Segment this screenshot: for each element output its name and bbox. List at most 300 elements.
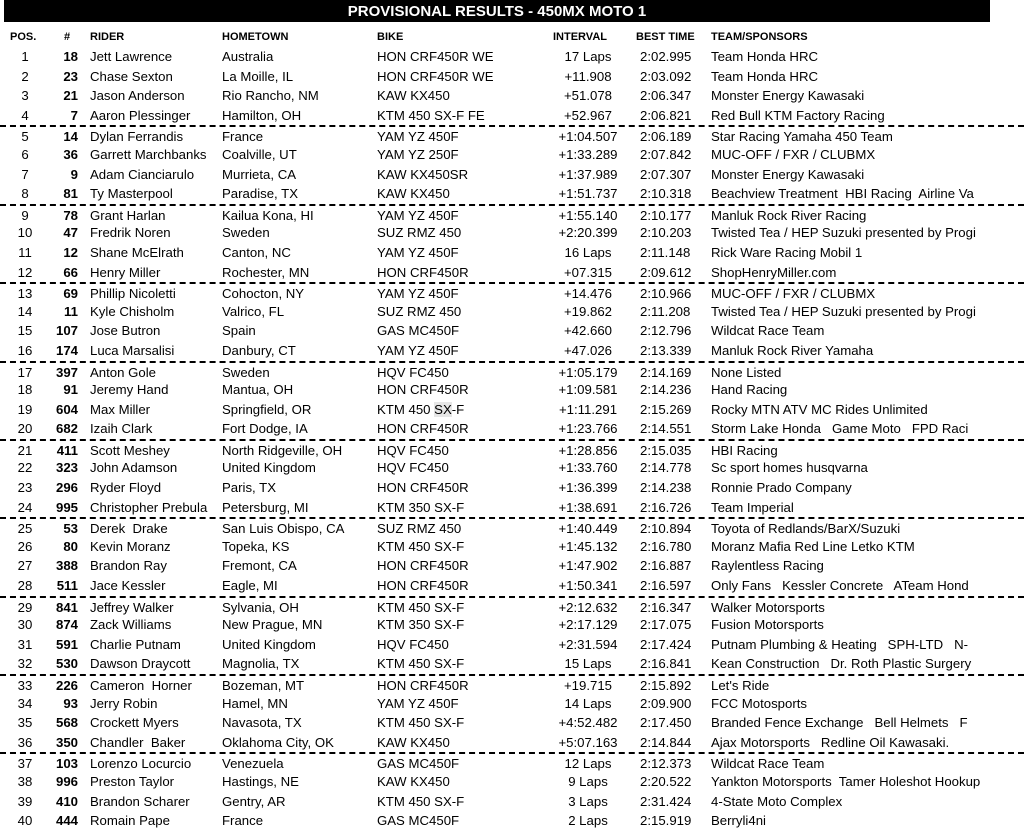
cell-bike: KTM 450 SX-F <box>377 715 465 731</box>
cell-pos: 3 <box>21 88 29 104</box>
cell-pos: 12 <box>17 264 33 280</box>
table-row <box>0 106 1024 126</box>
cell-pos: 21 <box>17 442 33 458</box>
cell-pos: 14 <box>17 303 33 319</box>
cell-team: Only Fans Kessler Concrete ATeam Hond <box>711 579 969 594</box>
cell-hometown: Rochester, MN <box>222 264 310 280</box>
cell-interval: +1:11.291 <box>558 401 618 417</box>
cell-rider: Fredrik Noren <box>90 225 171 241</box>
cell-best-time: 2:09.900 <box>640 695 692 711</box>
cell-best-time: 2:10.318 <box>640 186 692 202</box>
cell-pos: 31 <box>17 636 33 652</box>
cell-number: 18 <box>63 49 78 64</box>
cell-best-time: 2:13.339 <box>640 342 692 358</box>
cell-number: 11 <box>64 303 78 319</box>
cell-rider: Anton Gole <box>90 364 156 380</box>
cell-pos: 29 <box>17 599 33 615</box>
cell-pos: 24 <box>17 499 33 515</box>
table-row <box>0 811 1024 828</box>
header-interval: INTERVAL <box>553 31 607 43</box>
cell-hometown: Bozeman, MT <box>222 678 305 693</box>
cell-rider: Luca Marsalisi <box>90 342 175 358</box>
cell-hometown: Murrieta, CA <box>222 166 297 182</box>
table-row <box>0 458 1024 478</box>
cell-hometown: Australia <box>222 49 274 64</box>
cell-team: Wildcat Race Team <box>711 324 825 339</box>
cell-interval: +1:47.902 <box>558 558 618 574</box>
cell-number: 397 <box>55 364 78 380</box>
cell-hometown: Hastings, NE <box>222 773 299 789</box>
table-row <box>0 694 1024 714</box>
cell-number: 7 <box>70 107 78 123</box>
table-row <box>0 361 1024 381</box>
cell-number: 995 <box>55 499 78 515</box>
table-row <box>0 556 1024 576</box>
cell-hometown: Gentry, AR <box>222 793 286 809</box>
cell-bike: KTM 450 SX-F <box>377 538 465 554</box>
cell-rider: Jerry Robin <box>90 695 158 711</box>
cell-number: 23 <box>63 68 78 84</box>
cell-bike: HON CRF450R <box>377 421 469 437</box>
cell-team: Rocky MTN ATV MC Rides Unlimited <box>711 402 928 417</box>
cell-interval: +1:04.507 <box>558 129 618 145</box>
cell-team: Twisted Tea / HEP Suzuki presented by Progi <box>711 304 976 319</box>
cell-interval: +4:52.482 <box>558 715 618 731</box>
cell-rider: Brandon Scharer <box>90 793 190 809</box>
cell-rider: Chandler Baker <box>90 734 186 750</box>
table-row <box>0 752 1024 772</box>
cell-team: Manluk Rock River Racing <box>711 208 867 223</box>
results-table <box>0 47 1024 828</box>
header-bike: BIKE <box>377 31 404 43</box>
table-row <box>0 439 1024 459</box>
table-row <box>0 419 1024 439</box>
cell-best-time: 2:06.347 <box>640 88 692 104</box>
table-row <box>0 223 1024 243</box>
cell-hometown: Fort Dodge, IA <box>222 421 308 437</box>
cell-team: Monster Energy Kawasaki <box>711 89 865 104</box>
cell-pos: 25 <box>17 521 33 537</box>
cell-interval: 3 Laps <box>568 793 608 809</box>
cell-best-time: 2:16.347 <box>640 599 692 615</box>
cell-hometown: Kailua Kona, HI <box>222 207 314 223</box>
cell-hometown: Valrico, FL <box>222 303 285 319</box>
table-row <box>0 772 1024 792</box>
cell-bike: KAW KX450 <box>377 734 450 750</box>
cell-bike: GAS MC450F <box>377 323 460 339</box>
cell-best-time: 2:20.522 <box>640 773 692 789</box>
cell-interval: +52.967 <box>563 107 613 123</box>
cell-rider: Jace Kessler <box>90 578 166 594</box>
cell-rider: Dawson Draycott <box>90 656 191 672</box>
cell-team: Ajax Motorsports Redline Oil Kawasaki. <box>711 735 950 750</box>
cell-pos: 8 <box>21 186 29 202</box>
cell-number: 226 <box>55 678 78 693</box>
cell-pos: 30 <box>17 617 33 633</box>
cell-hometown: Sweden <box>222 364 270 380</box>
table-row <box>0 125 1024 145</box>
cell-team: Beachview Treatment HBI Racing Airline Va <box>711 187 974 202</box>
cell-number: 350 <box>55 734 78 750</box>
cell-hometown: Spain <box>222 323 256 339</box>
cell-number: 69 <box>63 286 78 302</box>
cell-rider: Phillip Nicoletti <box>90 286 176 302</box>
cell-pos: 18 <box>17 382 33 398</box>
cell-rider: Ryder Floyd <box>90 480 162 496</box>
cell-hometown: San Luis Obispo, CA <box>222 521 345 537</box>
cell-bike: HON CRF450R <box>377 578 469 594</box>
cell-team: Putnam Plumbing & Heating SPH-LTD N- <box>711 637 969 652</box>
cell-hometown: Venezuela <box>222 756 284 772</box>
cell-rider: Ty Masterpool <box>90 186 173 202</box>
cell-team: None Listed <box>711 365 782 380</box>
cell-bike: KAW KX450SR <box>377 166 469 182</box>
cell-team: Twisted Tea / HEP Suzuki presented by Progi <box>711 226 976 241</box>
cell-pos: 16 <box>17 342 33 358</box>
cell-best-time: 2:14.778 <box>640 460 692 476</box>
cell-number: 388 <box>55 558 78 574</box>
cell-interval: 2 Laps <box>568 813 608 828</box>
cell-best-time: 2:06.821 <box>640 107 692 123</box>
cell-interval: 9 Laps <box>568 773 608 789</box>
cell-best-time: 2:14.238 <box>640 480 692 496</box>
cell-best-time: 2:15.919 <box>640 813 692 828</box>
cell-hometown: Paris, TX <box>222 480 276 496</box>
cell-number: 323 <box>55 460 78 476</box>
cell-bike: KTM 350 SX-F <box>377 499 465 515</box>
cell-pos: 27 <box>17 558 33 574</box>
cell-interval: 12 Laps <box>564 756 612 772</box>
cell-team: Ronnie Prado Company <box>711 481 852 496</box>
cell-rider: Christopher Prebula <box>90 499 208 515</box>
table-row <box>0 713 1024 733</box>
cell-bike: KAW KX450 <box>377 88 450 104</box>
table-row <box>0 596 1024 616</box>
cell-best-time: 2:07.307 <box>640 166 692 182</box>
cell-hometown: France <box>222 129 264 145</box>
cell-team: Moranz Mafia Red Line Letko KTM <box>711 539 915 554</box>
header-best-time: BEST TIME <box>636 31 695 43</box>
cell-rider: Cameron Horner <box>90 678 192 693</box>
cell-team: Manluk Rock River Yamaha <box>711 343 874 358</box>
cell-pos: 37 <box>17 756 33 772</box>
cell-rider: Kevin Moranz <box>90 538 171 554</box>
cell-interval: +07.315 <box>563 264 613 280</box>
cell-interval: +1:36.399 <box>558 480 618 496</box>
cell-interval: +5:07.163 <box>558 734 618 750</box>
cell-team: 4-State Moto Complex <box>711 794 843 809</box>
cell-rider: Crockett Myers <box>90 715 179 731</box>
cell-bike: KTM 350 SX-F <box>377 617 465 633</box>
cell-number: 36 <box>63 146 78 162</box>
header-team: TEAM/SPONSORS <box>711 31 808 43</box>
cell-pos: 1 <box>21 49 29 64</box>
cell-team: Yankton Motorsports Tamer Holeshot Hookup <box>711 774 981 789</box>
cell-bike: YAM YZ 450F <box>377 244 459 260</box>
cell-rider: Dylan Ferrandis <box>90 129 184 145</box>
cell-team: Rick Ware Racing Mobil 1 <box>711 245 863 260</box>
cell-bike: HQV FC450 <box>377 460 449 476</box>
table-row <box>0 654 1024 674</box>
cell-hometown: Mantua, OH <box>222 382 294 398</box>
cell-number: 444 <box>55 813 78 828</box>
cell-interval: +1:33.289 <box>558 146 618 162</box>
cell-best-time: 2:15.892 <box>640 678 692 693</box>
table-row <box>0 282 1024 302</box>
cell-best-time: 2:12.796 <box>640 323 692 339</box>
cell-bike: HON CRF450R <box>377 558 469 574</box>
cell-best-time: 2:11.208 <box>640 303 691 319</box>
cell-best-time: 2:15.035 <box>640 442 692 458</box>
table-row <box>0 635 1024 655</box>
cell-pos: 13 <box>17 286 33 302</box>
cell-rider: Shane McElrath <box>90 244 184 260</box>
table-row <box>0 478 1024 498</box>
cell-number: 107 <box>55 323 78 339</box>
cell-best-time: 2:14.169 <box>640 364 692 380</box>
cell-rider: Henry Miller <box>90 264 161 280</box>
cell-rider: Lorenzo Locurcio <box>90 756 192 772</box>
cell-bike: YAM YZ 450F <box>377 207 459 223</box>
cell-best-time: 2:31.424 <box>640 793 692 809</box>
table-row <box>0 67 1024 87</box>
cell-interval: +47.026 <box>563 342 613 358</box>
cell-team: Branded Fence Exchange Bell Helmets F <box>711 716 968 731</box>
cell-number: 47 <box>63 225 78 241</box>
cell-bike: HON CRF450R <box>377 382 469 398</box>
cell-team: MUC-OFF / FXR / CLUBMX <box>711 147 876 162</box>
cell-best-time: 2:06.189 <box>640 129 692 145</box>
table-row <box>0 204 1024 224</box>
cell-team: HBI Racing <box>711 443 778 458</box>
cell-best-time: 2:17.450 <box>640 715 692 731</box>
cell-pos: 22 <box>17 460 33 476</box>
cell-pos: 32 <box>17 656 33 672</box>
cell-pos: 23 <box>17 480 33 496</box>
cell-interval: +2:12.632 <box>558 599 618 615</box>
cell-interval: +1:05.179 <box>558 364 618 380</box>
table-row <box>0 86 1024 106</box>
cell-rider: Garrett Marchbanks <box>90 146 207 162</box>
cell-best-time: 2:12.373 <box>640 756 692 772</box>
cell-rider: Zack Williams <box>90 617 172 633</box>
cell-bike: KAW KX450 <box>377 186 450 202</box>
cell-number: 411 <box>56 442 78 458</box>
cell-team: Berryli4ni <box>711 814 766 828</box>
column-header-row <box>0 27 1024 47</box>
table-row <box>0 674 1024 694</box>
cell-hometown: Petersburg, MI <box>222 499 309 515</box>
cell-bike: YAM YZ 450F <box>377 286 459 302</box>
cell-best-time: 2:10.203 <box>640 225 692 241</box>
cell-best-time: 2:11.148 <box>640 244 691 260</box>
header-pos: POS. <box>10 31 37 43</box>
cell-pos: 33 <box>17 678 33 693</box>
cell-team: Team Honda HRC <box>711 69 819 84</box>
cell-hometown: Cohocton, NY <box>222 286 305 302</box>
bike-text-highlight: SX <box>434 401 452 417</box>
cell-team: Kean Construction Dr. Roth Plastic Surgery <box>711 657 972 672</box>
table-row <box>0 380 1024 400</box>
cell-number: 53 <box>63 521 78 537</box>
table-row <box>0 302 1024 322</box>
table-row <box>0 263 1024 283</box>
cell-team: Team Honda HRC <box>711 50 819 64</box>
cell-interval: +1:55.140 <box>558 207 618 223</box>
cell-hometown: United Kingdom <box>222 636 316 652</box>
cell-hometown: Hamilton, OH <box>222 107 302 123</box>
cell-best-time: 2:17.075 <box>640 617 692 633</box>
cell-best-time: 2:09.612 <box>640 264 692 280</box>
cell-number: 874 <box>55 617 78 633</box>
cell-team: Wildcat Race Team <box>711 757 825 772</box>
cell-interval: +2:20.399 <box>558 225 618 241</box>
header-rider: RIDER <box>90 31 125 43</box>
cell-bike: HON CRF450R WE <box>377 49 494 64</box>
cell-interval: +1:38.691 <box>558 499 618 515</box>
table-row <box>0 145 1024 165</box>
cell-team: MUC-OFF / FXR / CLUBMX <box>711 287 876 302</box>
header-number: # <box>64 31 71 43</box>
cell-best-time: 2:14.236 <box>640 382 692 398</box>
cell-rider: Derek Drake <box>90 521 168 537</box>
cell-interval: +1:40.449 <box>558 521 618 537</box>
cell-pos: 19 <box>17 401 33 417</box>
cell-hometown: New Prague, MN <box>222 617 323 633</box>
cell-hometown: Sweden <box>222 225 270 241</box>
cell-pos: 5 <box>21 129 29 145</box>
cell-rider: Charlie Putnam <box>90 636 181 652</box>
cell-rider: Jason Anderson <box>90 88 185 104</box>
cell-interval: +1:45.132 <box>558 538 618 554</box>
cell-rider: Kyle Chisholm <box>90 303 175 319</box>
cell-best-time: 2:10.894 <box>640 521 692 537</box>
cell-team: Star Racing Yamaha 450 Team <box>711 130 893 145</box>
cell-hometown: Rio Rancho, NM <box>222 88 319 104</box>
cell-bike <box>377 403 464 417</box>
cell-pos: 35 <box>17 715 33 731</box>
cell-interval: +2:31.594 <box>558 636 618 652</box>
cell-best-time: 2:16.841 <box>640 656 692 672</box>
cell-best-time: 2:02.995 <box>640 49 692 64</box>
table-row <box>0 321 1024 341</box>
cell-hometown: Topeka, KS <box>222 538 290 554</box>
cell-pos: 36 <box>17 734 33 750</box>
cell-pos: 20 <box>17 421 33 437</box>
cell-team: Red Bull KTM Factory Racing <box>711 108 885 123</box>
cell-interval: 16 Laps <box>564 244 612 260</box>
cell-hometown: La Moille, IL <box>222 68 294 84</box>
cell-pos: 10 <box>17 225 33 241</box>
cell-number: 682 <box>55 421 78 437</box>
cell-pos: 2 <box>21 68 29 84</box>
cell-bike: YAM YZ 250F <box>377 146 459 162</box>
cell-interval: +14.476 <box>563 286 613 302</box>
cell-hometown: Canton, NC <box>222 244 291 260</box>
cell-rider: Chase Sexton <box>90 68 173 84</box>
cell-rider: Jeremy Hand <box>90 382 169 398</box>
table-row <box>0 184 1024 204</box>
cell-bike: HON CRF450R WE <box>377 68 494 84</box>
cell-hometown: North Ridgeville, OH <box>222 442 343 458</box>
cell-interval: +19.715 <box>563 678 613 693</box>
cell-pos: 40 <box>17 813 33 828</box>
cell-number: 78 <box>63 207 78 223</box>
table-row <box>0 498 1024 518</box>
cell-hometown: Oklahoma City, OK <box>222 734 334 750</box>
cell-rider: Adam Cianciarulo <box>90 166 195 182</box>
cell-pos: 39 <box>17 793 33 809</box>
cell-bike: SUZ RMZ 450 <box>377 225 462 241</box>
bike-text-part: -F <box>451 401 465 417</box>
table-row <box>0 733 1024 753</box>
cell-rider: Jose Butron <box>90 323 161 339</box>
cell-number: 530 <box>55 656 78 672</box>
cell-pos: 17 <box>17 364 33 380</box>
cell-best-time: 2:07.842 <box>640 146 692 162</box>
cell-number: 12 <box>63 244 78 260</box>
cell-rider: Jett Lawrence <box>90 49 173 64</box>
cell-number: 21 <box>63 88 78 104</box>
cell-bike: YAM YZ 450F <box>377 129 459 145</box>
cell-interval: +11.908 <box>564 68 612 84</box>
cell-team: Monster Energy Kawasaki <box>711 167 865 182</box>
cell-number: 841 <box>55 599 78 615</box>
cell-hometown: Coalville, UT <box>222 146 297 162</box>
cell-number: 66 <box>63 264 78 280</box>
cell-team: Let's Ride <box>711 679 770 693</box>
cell-team: Sc sport homes husqvarna <box>711 461 868 476</box>
cell-best-time: 2:16.597 <box>640 578 692 594</box>
cell-best-time: 2:14.551 <box>640 421 692 437</box>
cell-best-time: 2:10.177 <box>640 207 692 223</box>
cell-interval: +1:09.581 <box>558 382 618 398</box>
table-row <box>0 537 1024 557</box>
cell-bike: YAM YZ 450F <box>377 342 459 358</box>
cell-team: ShopHenryMiller.com <box>711 265 837 280</box>
cell-rider: Preston Taylor <box>90 773 175 789</box>
cell-bike: HQV FC450 <box>377 442 449 458</box>
cell-number: 996 <box>55 773 78 789</box>
cell-number: 103 <box>55 756 78 772</box>
cell-team: Toyota of Redlands/BarX/Suzuki <box>711 522 901 537</box>
cell-rider: Romain Pape <box>90 813 170 828</box>
table-row <box>0 165 1024 185</box>
cell-best-time: 2:16.887 <box>640 558 692 574</box>
cell-bike: HQV FC450 <box>377 636 449 652</box>
cell-interval: +1:23.766 <box>558 421 618 437</box>
cell-hometown: Danbury, CT <box>222 342 296 358</box>
cell-pos: 34 <box>17 695 33 711</box>
cell-rider: Max Miller <box>90 401 151 417</box>
cell-number: 591 <box>55 636 78 652</box>
cell-bike: GAS MC450F <box>377 813 460 828</box>
cell-bike: KAW KX450 <box>377 773 450 789</box>
cell-hometown: Hamel, MN <box>222 695 288 711</box>
cell-interval: +19.862 <box>563 303 613 319</box>
cell-team: Storm Lake Honda Game Moto FPD Raci <box>711 422 969 437</box>
cell-interval: +1:28.856 <box>558 442 618 458</box>
cell-interval: +1:37.989 <box>558 166 618 182</box>
cell-pos: 6 <box>21 146 29 162</box>
cell-best-time: 2:15.269 <box>640 401 692 417</box>
table-row <box>0 517 1024 537</box>
cell-bike: YAM YZ 450F <box>377 695 459 711</box>
table-row <box>0 576 1024 596</box>
cell-best-time: 2:10.966 <box>640 286 692 302</box>
cell-interval: +1:50.341 <box>558 578 618 594</box>
table-row <box>0 792 1024 812</box>
